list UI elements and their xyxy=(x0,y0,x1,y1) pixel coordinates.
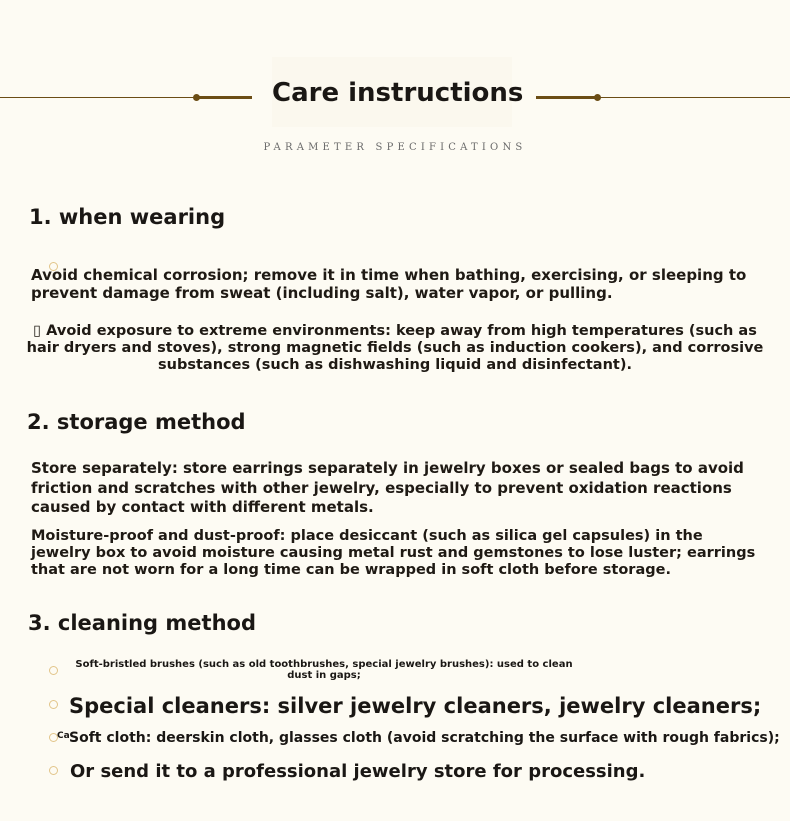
overlapping-tag: Ca xyxy=(57,731,70,741)
bullet-ring-icon xyxy=(49,766,58,775)
paragraph-chemical-corrosion: Avoid chemical corrosion; remove it in time when bathing, exercising, or sleeping to prevent damage from sweat (including salt), water vapor, or pulling. xyxy=(31,266,747,302)
bullet-ring-icon xyxy=(49,700,58,709)
title-divider-left xyxy=(0,97,196,98)
paragraph-extreme-environments: ▯ Avoid exposure to extreme environments: keep away from high temperatures (such as hair dryers and stoves), strong magnetic fields (such as induction cookers), and corrosive substances (such as dishwashing liquid and disinfectant). xyxy=(26,323,764,373)
bullet-ring-icon xyxy=(49,666,58,675)
title-divider-right xyxy=(598,97,790,98)
list-item-professional-store: Or send it to a professional jewelry store for processing. xyxy=(70,761,646,782)
section-heading-cleaning: 3. cleaning method xyxy=(28,611,256,635)
section-heading-storage: 2. storage method xyxy=(27,410,246,434)
list-item-cleaners: Special cleaners: silver jewelry cleaners, jewelry cleaners; xyxy=(69,694,762,718)
title-divider-right-accent xyxy=(536,96,598,99)
page-subtitle: PARAMETER SPECIFICATIONS xyxy=(263,142,527,153)
page-title: Care instructions xyxy=(272,78,524,108)
paragraph-store-separately: Store separately: store earrings separately in jewelry boxes or sealed bags to avoid friction and scratches with other jewelry, especially to prevent oxidation reactions caused by contact with different metals. xyxy=(31,459,744,516)
title-divider-left-dot xyxy=(193,94,200,101)
list-item-brushes: Soft-bristled brushes (such as old toothbrushes, special jewelry brushes): used to clean dust in gaps; xyxy=(75,659,573,681)
list-item-soft-cloth: Soft cloth: deerskin cloth, glasses cloth (avoid scratching the surface with rough fabrics); xyxy=(69,730,780,746)
section-heading-wearing: 1. when wearing xyxy=(29,205,226,229)
paragraph-moisture-proof: Moisture-proof and dust-proof: place desiccant (such as silica gel capsules) in the jewelry box to avoid moisture causing metal rust and gemstones to lose luster; earrings that are not worn for a long time can be wrapped in soft cloth before storage. xyxy=(31,528,756,578)
title-divider-left-accent xyxy=(196,96,252,99)
